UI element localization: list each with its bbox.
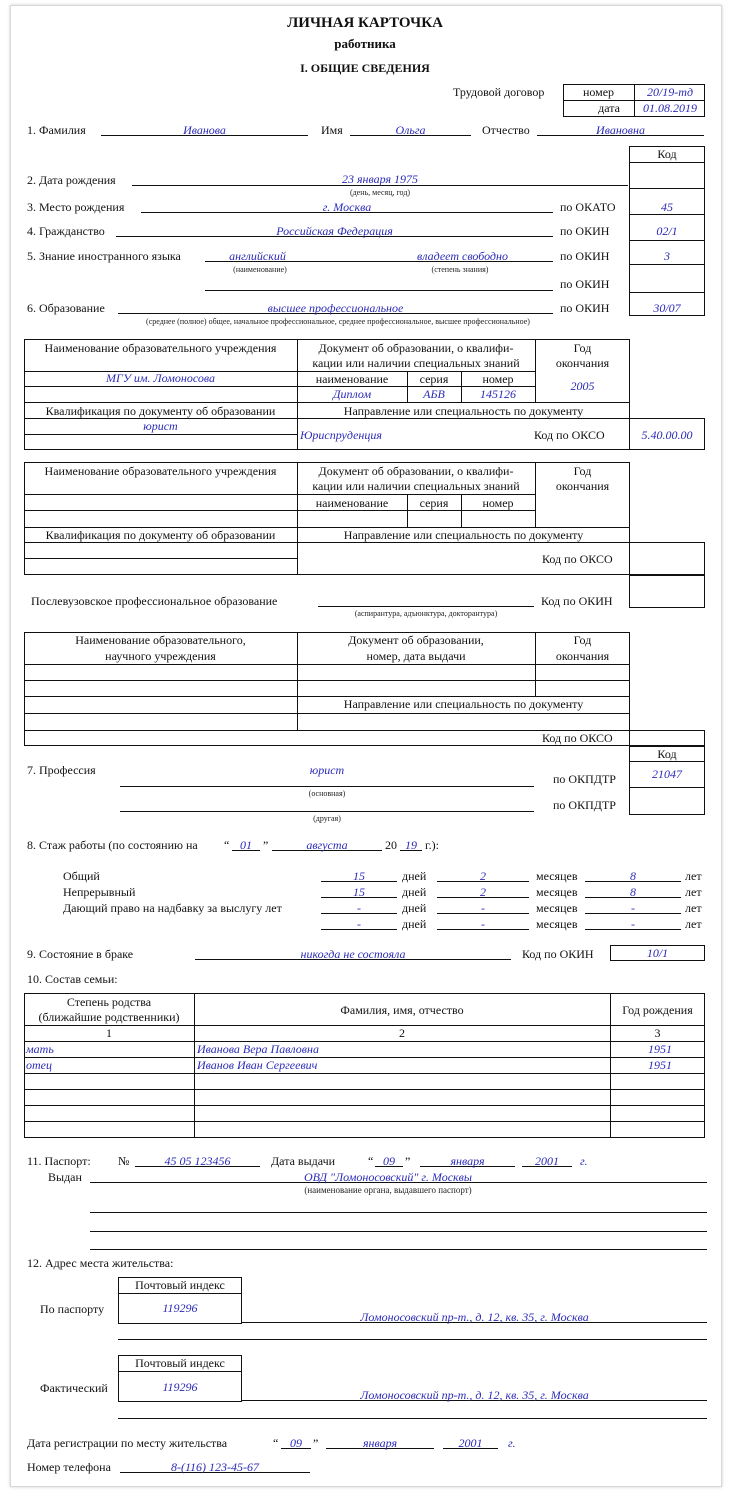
family-row-2-rel[interactable]: отец bbox=[26, 1058, 52, 1072]
birth-date-field[interactable]: 23 января 1975 bbox=[341, 172, 419, 186]
experience-days-value[interactable]: 15 bbox=[353, 869, 365, 883]
form-title: ЛИЧНАЯ КАРТОЧКА bbox=[287, 15, 443, 31]
patronymic-label: Отчество bbox=[482, 123, 530, 137]
education-okin-label: по ОКИН bbox=[560, 301, 610, 315]
t3-inst-header-2: научного учреждения bbox=[105, 649, 216, 663]
section-title: I. ОБЩИЕ СВЕДЕНИЯ bbox=[300, 61, 430, 75]
postgrad-hint: (аспирантура, адъюнктура, докторантура) bbox=[354, 609, 498, 618]
okpdtr-label: по ОКПДТР bbox=[553, 772, 616, 786]
okato-code[interactable]: 45 bbox=[661, 200, 673, 214]
language2-okin-label: по ОКИН bbox=[560, 277, 610, 291]
t3-doc-header-1: Документ об образовании, bbox=[348, 633, 484, 647]
passport-month[interactable]: января bbox=[450, 1154, 485, 1168]
t1-specialty[interactable]: Юриспруденция bbox=[300, 428, 382, 442]
t3-spec-label: Направление или специальность по документу bbox=[343, 697, 584, 711]
contract-date-label: дата bbox=[598, 101, 620, 115]
first-name-label: Имя bbox=[321, 123, 343, 137]
family-row-1-rel[interactable]: мать bbox=[26, 1042, 54, 1056]
marital-field[interactable]: никогда не состояла bbox=[300, 947, 406, 961]
experience-months-value[interactable]: - bbox=[481, 901, 485, 915]
t1-year-header-2: окончания bbox=[555, 356, 610, 370]
surname-label: 1. Фамилия bbox=[27, 123, 86, 137]
t1-doc-name[interactable]: Диплом bbox=[332, 387, 372, 401]
t1-inst-header: Наименование образовательного учреждения bbox=[44, 341, 277, 355]
t1-okso-code[interactable]: 5.40.00.00 bbox=[641, 428, 693, 442]
passport-postcode[interactable]: 119296 bbox=[162, 1301, 198, 1315]
months-label: месяцев bbox=[536, 869, 578, 883]
actual-label: Фактический bbox=[40, 1381, 108, 1395]
code-header: Код bbox=[657, 147, 677, 161]
form-subtitle: работника bbox=[334, 36, 396, 51]
education-hint: (среднее (полное) общее, начальное профессиональное, среднее профессиональное, высшее профессиональное) bbox=[146, 317, 530, 326]
t2-spec-label: Направление или специальность по документу bbox=[343, 528, 584, 542]
t2-doc-header-2: кации или наличии специальных знаний bbox=[312, 479, 520, 493]
experience-years-value[interactable]: 8 bbox=[630, 869, 636, 883]
family-row-1-name[interactable]: Иванова Вера Павловна bbox=[197, 1042, 319, 1056]
experience-months-value[interactable]: - bbox=[481, 917, 485, 931]
years-label: лет bbox=[685, 901, 702, 915]
t2-okso-label: Код по ОКСО bbox=[542, 552, 613, 566]
phone-label: Номер телефона bbox=[27, 1460, 111, 1474]
experience-day[interactable]: 01 bbox=[240, 838, 252, 852]
years-label: лет bbox=[685, 885, 702, 899]
t1-doc-header-1: Документ об образовании, о квалифи- bbox=[318, 341, 514, 355]
experience-years-value[interactable]: - bbox=[631, 917, 635, 931]
t2-year-header-1: Год bbox=[573, 464, 592, 478]
contract-number: 20/19-тд bbox=[646, 85, 694, 99]
t2-doc-series-label: серия bbox=[419, 496, 449, 510]
actual-postcode-label: Почтовый индекс bbox=[135, 1356, 225, 1370]
experience-row-label: Дающий право на надбавку за выслугу лет bbox=[63, 901, 282, 915]
t2-doc-name-label: наименование bbox=[315, 496, 389, 510]
address-label: 12. Адрес места жительства: bbox=[27, 1256, 174, 1270]
t1-doc-name-label: наименование bbox=[315, 372, 389, 386]
postgrad-label: Послевузовское профессиональное образование bbox=[31, 594, 278, 608]
experience-label: 8. Стаж работы (по состоянию на bbox=[27, 838, 198, 852]
education-label: 6. Образование bbox=[27, 301, 105, 315]
years-label: лет bbox=[685, 917, 702, 931]
experience-years-value[interactable]: 8 bbox=[630, 885, 636, 899]
t1-spec-label: Направление или специальность по документу bbox=[343, 404, 584, 418]
language-name-hint: (наименование) bbox=[233, 265, 287, 274]
passport-number[interactable]: 45 05 123456 bbox=[164, 1154, 231, 1168]
citizenship-okin-label: по ОКИН bbox=[560, 224, 610, 238]
postgrad-okin-box bbox=[629, 575, 705, 608]
family-rel-header-1: Степень родства bbox=[66, 995, 152, 1009]
t2-qual-label: Квалификация по документу об образовании bbox=[45, 528, 276, 542]
citizenship-okin-code[interactable]: 02/1 bbox=[656, 224, 678, 238]
t1-qual-label: Квалификация по документу об образовании bbox=[45, 404, 276, 418]
t3-inst-header-1: Наименование образовательного, bbox=[75, 633, 246, 647]
family-row-2-year[interactable]: 1951 bbox=[648, 1058, 672, 1072]
profession-code-header: Код bbox=[657, 747, 677, 761]
days-label: дней bbox=[402, 869, 427, 883]
language-label: 5. Знание иностранного языка bbox=[27, 249, 181, 263]
months-label: месяцев bbox=[536, 917, 578, 931]
days-label: дней bbox=[402, 885, 427, 899]
phone-field[interactable]: 8-(116) 123-45-67 bbox=[170, 1460, 260, 1474]
registration-month[interactable]: января bbox=[362, 1436, 398, 1450]
postgrad-okin-label: Код по ОКИН bbox=[541, 594, 613, 608]
passport-day[interactable]: 09 bbox=[383, 1154, 395, 1168]
experience-days-value[interactable]: 15 bbox=[353, 885, 365, 899]
t3-okso-label: Код по ОКСО bbox=[542, 731, 613, 745]
contract-date: 01.08.2019 bbox=[643, 101, 697, 115]
language-level-hint: (степень знания) bbox=[431, 265, 489, 274]
profession-other-hint: (другая) bbox=[313, 814, 341, 823]
experience-row-label: Непрерывный bbox=[63, 885, 136, 899]
contract-label: Трудовой договор bbox=[453, 85, 545, 99]
registration-year[interactable]: 2001 bbox=[458, 1436, 483, 1450]
t2-inst-header: Наименование образовательного учреждения bbox=[44, 464, 277, 478]
first-name-field[interactable]: Ольга bbox=[395, 123, 426, 137]
citizenship-field[interactable]: Российская Федерация bbox=[276, 224, 393, 238]
family-year-header: Год рождения bbox=[622, 1003, 693, 1017]
patronymic-field[interactable]: Ивановна bbox=[596, 123, 645, 137]
t1-okso-label: Код по ОКСО bbox=[534, 428, 605, 442]
t1-year[interactable]: 2005 bbox=[570, 379, 595, 393]
t1-doc-number-label: номер bbox=[482, 372, 514, 386]
by-passport-label: По паспорту bbox=[40, 1302, 105, 1316]
language-okin-code[interactable]: 3 bbox=[664, 249, 670, 263]
years-label: лет bbox=[685, 869, 702, 883]
language-name-field[interactable]: английский bbox=[229, 249, 286, 263]
birth-place-field[interactable]: г. Москва bbox=[322, 200, 372, 214]
registration-day[interactable]: 09 bbox=[290, 1436, 302, 1450]
t2-doc-header-1: Документ об образовании, о квалифи- bbox=[318, 464, 514, 478]
months-label: месяцев bbox=[536, 901, 578, 915]
t1-year-header-1: Год bbox=[573, 341, 592, 355]
family-label: 10. Состав семьи: bbox=[27, 972, 118, 986]
passport-issued-by[interactable]: ОВД "Ломоносовский" г. Москвы bbox=[304, 1170, 472, 1184]
t2-doc-number-label: номер bbox=[482, 496, 514, 510]
birth-place-label: 3. Место рождения bbox=[27, 200, 125, 214]
marital-label: 9. Состояние в браке bbox=[27, 947, 134, 961]
t1-doc-series[interactable]: АБВ bbox=[423, 387, 445, 401]
actual-postcode[interactable]: 119296 bbox=[162, 1380, 198, 1394]
passport-issued-label: Выдан bbox=[48, 1170, 82, 1184]
actual-address[interactable]: Ломоносовский пр-т., д. 12, кв. 35, г. Москва bbox=[360, 1388, 589, 1402]
days-label: дней bbox=[402, 901, 427, 915]
okso-code-box-2 bbox=[629, 542, 705, 575]
citizenship-label: 4. Гражданство bbox=[27, 224, 105, 238]
t3-doc-header-2: номер, дата выдачи bbox=[366, 649, 466, 663]
passport-date-label: Дата выдачи bbox=[271, 1154, 336, 1168]
education-field[interactable]: высшее профессиональное bbox=[267, 301, 404, 315]
contract-number-label: номер bbox=[582, 85, 615, 99]
family-rel-header-2: (ближайшие родственники) bbox=[38, 1010, 180, 1024]
passport-postcode-label: Почтовый индекс bbox=[135, 1278, 225, 1292]
family-row-1-year[interactable]: 1951 bbox=[648, 1042, 672, 1056]
t3-year-header-1: Год bbox=[573, 633, 592, 647]
marital-okin-label: Код по ОКИН bbox=[522, 947, 594, 961]
experience-days-value[interactable]: - bbox=[357, 901, 361, 915]
days-label: дней bbox=[402, 917, 427, 931]
experience-years-value[interactable]: - bbox=[631, 901, 635, 915]
surname-field[interactable]: Иванова bbox=[183, 123, 226, 137]
profession-label: 7. Профессия bbox=[27, 763, 96, 777]
education-okin-code[interactable]: 30/07 bbox=[653, 301, 681, 315]
months-label: месяцев bbox=[536, 885, 578, 899]
family-row-2-name[interactable]: Иванов Иван Сергеевич bbox=[197, 1058, 318, 1072]
okato-label: по ОКАТО bbox=[560, 200, 616, 214]
language-okin-label: по ОКИН bbox=[560, 249, 610, 263]
t1-doc-number[interactable]: 145126 bbox=[480, 387, 516, 401]
experience-row-label: Общий bbox=[63, 869, 100, 883]
passport-issued-hint: (наименование органа, выдавшего паспорт) bbox=[304, 1185, 472, 1195]
t2-year-header-2: окончания bbox=[555, 479, 610, 493]
language-level-field[interactable]: владеет свободно bbox=[417, 249, 508, 263]
birth-date-hint: (день, месяц, год) bbox=[349, 188, 411, 197]
okso-code-box-3 bbox=[629, 730, 705, 746]
experience-months-value[interactable]: 2 bbox=[480, 885, 486, 899]
t1-qualification[interactable]: юрист bbox=[143, 419, 178, 433]
okpdtr-code[interactable]: 21047 bbox=[652, 767, 682, 781]
birth-date-label: 2. Дата рождения bbox=[27, 173, 116, 187]
passport-year[interactable]: 2001 bbox=[535, 1154, 559, 1168]
passport-label: 11. Паспорт: bbox=[27, 1154, 91, 1168]
marital-okin-code[interactable]: 10/1 bbox=[646, 946, 669, 960]
t1-doc-series-label: серия bbox=[419, 372, 449, 386]
t1-institution[interactable]: МГУ им. Ломоносова bbox=[106, 371, 215, 385]
experience-months-value[interactable]: 2 bbox=[480, 869, 486, 883]
experience-year[interactable]: 19 bbox=[405, 838, 417, 852]
profession-main-field[interactable]: юрист bbox=[309, 763, 345, 777]
t3-year-header-2: окончания bbox=[555, 649, 610, 663]
family-name-header: Фамилия, имя, отчество bbox=[340, 1003, 464, 1017]
t1-doc-header-2: кации или наличии специальных знаний bbox=[312, 356, 520, 370]
okpdtr2-label: по ОКПДТР bbox=[553, 798, 616, 812]
passport-address[interactable]: Ломоносовский пр-т., д. 12, кв. 35, г. Москва bbox=[360, 1310, 589, 1324]
experience-days-value[interactable]: - bbox=[357, 917, 361, 931]
profession-main-hint: (основная) bbox=[308, 789, 346, 798]
experience-month[interactable]: августа bbox=[306, 838, 348, 852]
registration-date-label: Дата регистрации по месту жительства bbox=[27, 1436, 228, 1450]
